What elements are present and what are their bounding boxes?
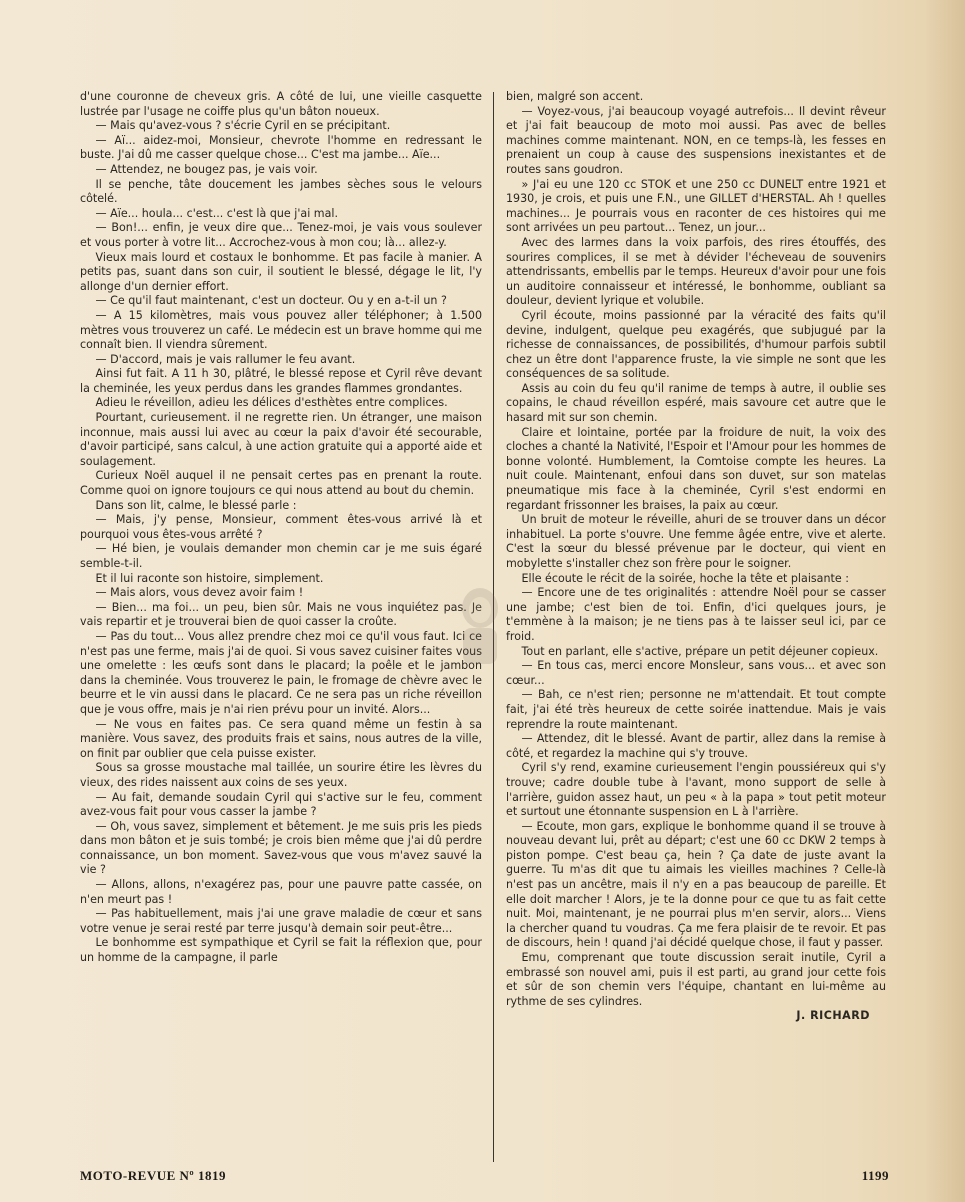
paragraph: Un bruit de moteur le réveille, ahuri de se trouver dans un décor inhabituel. La porte s'ouvre. Une femme âgée entre, vive et alerte. C'est la sœur du blessé prévenue par le docteur, qui vient en mobylette s'installer chez son frère pour le soigner. bbox=[506, 513, 886, 570]
paragraph: — Bah, ce n'est rien; personne ne m'attendait. Et tout compte fait, j'ai été très heureux de cette soirée inattendue. Mais je vais reprendre la route maintenant. bbox=[506, 688, 886, 731]
rider-watermark-icon bbox=[445, 580, 515, 670]
paragraph: — Hé bien, je voulais demander mon chemin car je me suis égaré semble-t-il. bbox=[80, 542, 482, 570]
right-text-column bbox=[506, 90, 886, 1150]
paragraph: Avec des larmes dans la voix parfois, des rires étouffés, des sourires complices, il se met à dévider l'écheveau de souvenirs attendrissants, embellis par le temps. Heureux d'avoir pour une fois un auditoire connaisseur et intéressé, le bonhomme, oubliant sa douleur, devient lyrique et volubile. bbox=[506, 235, 886, 308]
paragraph: — Allons, allons, n'exagérez pas, pour une pauvre patte cassée, on n'en meurt pas ! bbox=[80, 878, 482, 906]
paragraph: — Aïe... houla... c'est... c'est là que j'ai mal. bbox=[95, 206, 339, 220]
paragraph: — Voyez-vous, j'ai beaucoup voyagé autrefois... Il devint rêveur et j'ai fait beaucoup de moto moi aussi. Pas avec de belles machines comme maintenant. NON, en ce temps-là, les fesses en prenaient un coup à cause des suspensions inexistantes et de routes sans goudron. bbox=[506, 104, 886, 176]
author-signature: J. RICHARD bbox=[796, 1009, 870, 1023]
paragraph: — Ce qu'il faut maintenant, c'est un docteur. Ou y en a-t-il un ? bbox=[95, 294, 447, 308]
page-edge-shadow bbox=[925, 0, 965, 1202]
paragraph: Dans son lit, calme, le blessé parle : bbox=[95, 498, 297, 512]
paragraph: — Mais, j'y pense, Monsieur, comment êtes-vous arrivé là et pourquoi vous êtes-vous arrêté ? bbox=[80, 513, 482, 541]
paragraph: — A 15 kilomètres, mais vous pouvez aller téléphoner; à 1.500 mètres vous trouverez un café. Le médecin est un brave homme qui me connaît bien. Il viendra sûrement. bbox=[80, 308, 482, 352]
paragraph: — Au fait, demande soudain Cyril qui s'active sur le feu, comment avez-vous fait pour vous casser la jambe ? bbox=[80, 790, 482, 819]
paragraph: Curieux Noël auquel il ne pensait certes pas en prenant la route. Comme quoi on ignore toujours ce qui nous attend au bout du chemin. bbox=[80, 469, 482, 498]
left-text-column bbox=[80, 90, 482, 1154]
paragraph: bien, malgré son accent. bbox=[506, 90, 644, 103]
paragraph: Vieux mais lourd et costaux le bonhomme. Et pas facile à manier. A petits pas, suant dans son cuir, il soutient le blessé, dégage le lit, l'y allonge d'un dernier effort. bbox=[80, 250, 482, 293]
paragraph: — Ne vous en faites pas. Ce sera quand même un festin à sa manière. Vous savez, des produits frais et sains, nous autres de la ville, on finit par oublier que cela puisse exister. bbox=[80, 717, 482, 760]
paragraph: Ainsi fut fait. A 11 h 30, plâtré, le blessé repose et Cyril rêve devant la cheminée, les yeux perdus dans les grandes flammes grondantes. bbox=[80, 367, 482, 395]
paragraph: Le bonhomme est sympathique et Cyril se fait la réflexion que, pour un homme de la campagne, il parle bbox=[80, 936, 482, 965]
paragraph: » J'ai eu une 120 cc STOK et une 250 cc DUNELT entre 1921 et 1930, je crois, et puis une F.N., une GILLET d'HERSTAL. Ah ! quelles machines... Je pourrais vous en raconter de ces histoires qui me sont arrivées un peu partout... Tenez, un jour... bbox=[506, 177, 886, 235]
paragraph: — Mais alors, vous devez avoir faim ! bbox=[95, 586, 304, 600]
paragraph: Cyril s'y rend, examine curieusement l'engin poussiéreux qui s'y trouve; cadre double tube à l'avant, mono support de selle à l'arrière, guidon assez haut, un peu « à la papa » tout petit moteur et surtout une étonnante suspension en L à l'arrière. bbox=[506, 761, 886, 819]
paragraph: Tout en parlant, elle s'active, prépare un petit déjeuner copieux. bbox=[521, 644, 879, 658]
paragraph: — Attendez, ne bougez pas, je vais voir. bbox=[95, 162, 318, 176]
paragraph: — Bien... ma foi... un peu, bien sûr. Mais ne vous inquiétez pas. Je vais repartir et je trouverai bien de quoi casser la croûte. bbox=[80, 600, 482, 629]
paragraph: — Oh, vous savez, simplement et bêtement. Je me suis pris les pieds dans mon bâton et je suis tombé; je crois bien même que j'ai dû perdre connaissance, un bon moment. Savez-vous que vous m'avez sauvé la vie ? bbox=[80, 819, 482, 877]
paragraph: — Aï... aidez-moi, Monsieur, chevrote l'homme en redressant le buste. J'ai dû me casser quelque chose... C'est ma jambe... Aïe... bbox=[80, 133, 482, 162]
paragraph: — Attendez, dit le blessé. Avant de partir, allez dans la remise à côté, et regardez la machine qui s'y trouve. bbox=[506, 732, 886, 760]
paragraph: Sous sa grosse moustache mal taillée, un sourire étire les lèvres du vieux, des rides naissent aux coins de ses yeux. bbox=[80, 761, 482, 789]
paragraph: — Encore une de tes originalités : attendre Noël pour se casser une jambe; c'est bien de toi. Enfin, d'ici quelques jours, je t'emmène à la maison; je ne tiens pas à te laisser seul ici, par ce froid. bbox=[506, 586, 886, 643]
paragraph: — En tous cas, merci encore Monsleur, sans vous... et avec son cœur... bbox=[506, 659, 886, 687]
paragraph: Assis au coin du feu qu'il ranime de temps à autre, il oublie ses copains, le chaud réveillon espéré, mais savoure cet autre que le hasard mit sur son chemin. bbox=[506, 381, 886, 425]
paragraph: Et il lui raconte son histoire, simplement. bbox=[95, 571, 324, 585]
paragraph: — Pas habituellement, mais j'ai une grave maladie de cœur et sans votre venue je serai resté par terre jusqu'à demain soir peut-être... bbox=[80, 907, 482, 935]
magazine-issue-footer: MOTO-REVUE Nº 1819 bbox=[80, 1168, 226, 1183]
paragraph: Il se penche, tâte doucement les jambes sèches sous le velours côtelé. bbox=[80, 177, 482, 206]
paragraph: — Ecoute, mon gars, explique le bonhomme quand il se trouve à nouveau devant lui, prêt au départ; c'est une 60 cc DKW 2 temps à piston pompe. C'est beau ça, hein ? Ça date de juste avant la guerre. Tu m'as dit que tu aimais les vieilles machines ? Celle-là n'est pas un ancêtre, mais il n'y en a pas beaucoup de pareille. Et elle doit marcher ! Alors, je te la donne pour ce que tu as fait cette nuit. Moi, maintenant, je ne pourrai plus m'en servir, alors... Viens la chercher quand tu voudras. Ça me fera plaisir de te revoir. Et pas de discours, hein ! quand j'ai décidé quelque chose, il faut y passer. bbox=[506, 819, 886, 950]
paragraph: — Pas du tout... Vous allez prendre chez moi ce qu'il vous faut. Ici ce n'est pas une ferme, mais j'ai de quoi. Si vous savez cuisiner faites vous une omelette : les œufs sont dans le placard; la poêle et le jambon dans la cheminée. Vous trouverez le pain, le fromage de chèvre avec le beurre et le vin aussi dans le placard. Ce ne sera pas un riche réveillon que je vous offre, mais je n'ai rien prévu pour un invité. Alors... bbox=[80, 629, 482, 716]
paragraph: Adieu le réveillon, adieu les délices d'esthètes entre complices. bbox=[95, 396, 448, 410]
paragraph: Cyril écoute, moins passionné par la véracité des faits qu'il devine, indulgent, quelque peu exagérés, que subjugué par la richesse de connaissances, de possibilités, d'humour parfois subtil chez un être dont l'apparence fruste, la vie simple ne sont que les conséquences de sa solitude. bbox=[506, 308, 886, 381]
paragraph: — Mais qu'avez-vous ? s'écrie Cyril en se précipitant. bbox=[95, 119, 391, 133]
paragraph: Elle écoute le récit de la soirée, hoche la tête et plaisante : bbox=[521, 571, 849, 585]
page-number: 1199 bbox=[861, 1168, 889, 1183]
paragraph: Emu, comprenant que toute discussion serait inutile, Cyril a embrassé son nouvel ami, puis il est parti, au grand jour cette fois et sûr de son chemin vers l'équipe, chantant en lui-même au rythme de ses cylindres. bbox=[506, 951, 886, 1008]
paragraph: Claire et lointaine, portée par la froidure de nuit, la voix des cloches a chanté la Nativité, l'Espoir et l'Amour pour les hommes de bonne volonté. Humblement, la Comtoise compte les heures. La nuit coule. Maintenant, enfoui dans son duvet, sur son matelas pneumatique mis face à la cheminée, Cyril s'est endormi en regardant frissonner les braises, la paix au cœur. bbox=[506, 425, 886, 512]
paragraph: — Bon!... enfin, je veux dire que... Tenez-moi, je vais vous soulever et vous porter à votre lit... Accrochez-vous à mon cou; là... allez-y. bbox=[80, 221, 482, 249]
paragraph: — D'accord, mais je vais rallumer le feu avant. bbox=[95, 352, 356, 366]
paragraph: Pourtant, curieusement. il ne regrette rien. Un étranger, une maison inconnue, mais aussi lui avec au cœur la paix d'avoir été secourable, d'avoir participé, sans calcul, à une action gratuite qui a apporté aide et soulagement. bbox=[80, 411, 482, 468]
paragraph: d'une couronne de cheveux gris. A côté de lui, une vieille casquette lustrée par l'usage ne coiffe plus qu'un bâton noueux. bbox=[80, 90, 482, 118]
